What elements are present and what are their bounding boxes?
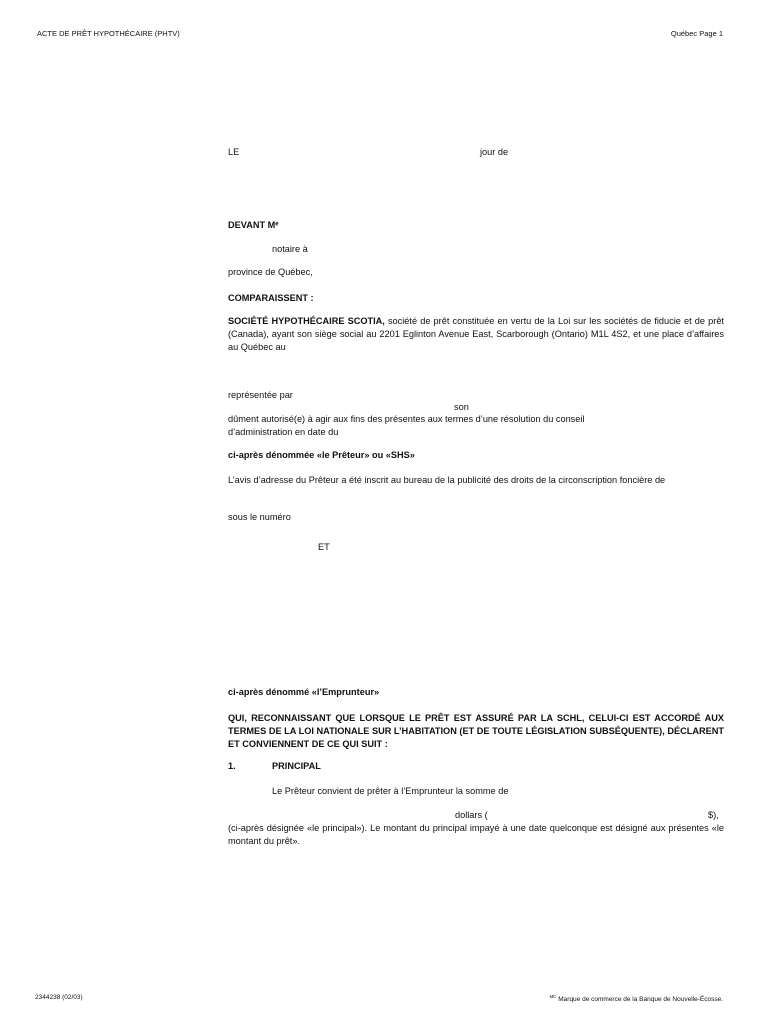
dollar-close-text: $), (708, 810, 719, 820)
le-label: LE (228, 147, 240, 157)
lender-name: SOCIÉTÉ HYPOTHÉCAIRE SCOTIA, (228, 316, 385, 326)
trademark-mark: MC (549, 994, 557, 999)
notaire-text: notaire à (272, 244, 308, 254)
header-left: ACTE DE PRÊT HYPOTHÉCAIRE (PHTV) (37, 29, 180, 38)
section-title: PRINCIPAL (272, 761, 321, 771)
lender-text: société de prêt constituée en vertu de la Loi sur les sociétés de fiducie et de prêt (Canada), ayant son siège social au 2201 Eglinton Avenue East, Scarborough (Ontario) M1L 4S2, et une place d’affaires au Québec au (228, 316, 724, 352)
footer-form-code: 2344238 (02/03) (35, 994, 83, 1001)
principal-intro: Le Prêteur convient de prêter à l’Emprunteur la somme de (272, 786, 509, 796)
qui-paragraph: QUI, RECONNAISSANT QUE LORSQUE LE PRÊT EST ASSURÉ PAR LA SCHL, CELUI-CI EST ACCORDÉ AUX TERMES DE LA LOI NATIONALE SUR L’HABITATION (ET DE TOUTE LÉGISLATION SUBSÉQUENTE), DÉCLARENT ET CONVIENNENT DE CE QUI SUIT : (228, 713, 724, 749)
footer-trademark (549, 994, 723, 1003)
representee-text: représentée par (228, 390, 293, 400)
autorise-line-1: dûment autorisé(e) à agir aux fins des présentes aux termes d’une résolution du conseil (228, 414, 585, 424)
header-right: Québec Page 1 (670, 29, 723, 38)
dollars-text: dollars ( (455, 810, 488, 820)
emprunteur-designation: ci-après dénommé «l’Emprunteur» (228, 687, 380, 697)
principal-paragraph: (ci-après désignée «le principal»). Le montant du principal impayé à une date quelconque est désigné aux présentes «le montant du prêt». (228, 823, 724, 846)
lender-paragraph (228, 315, 724, 353)
sous-numero-text: sous le numéro (228, 512, 291, 522)
autorise-line-2: d’administration en date du (228, 427, 339, 437)
comparaissent-heading: COMPARAISSENT : (228, 293, 314, 303)
et-text: ET (318, 542, 330, 552)
jour-de-label: jour de (480, 147, 509, 157)
preteur-designation: ci-après dénommée «le Prêteur» ou «SHS» (228, 450, 415, 460)
avis-paragraph: L’avis d’adresse du Prêteur a été inscrit au bureau de la publicité des droits de la circonscription foncière de (228, 475, 666, 485)
province-text: province de Québec, (228, 267, 313, 277)
devant-heading: DEVANT Mᵉ (228, 220, 279, 230)
son-text: son (454, 402, 469, 412)
trademark-text: Marque de commerce de la Banque de Nouvelle-Écosse. (556, 996, 723, 1004)
section-number: 1. (228, 761, 236, 771)
